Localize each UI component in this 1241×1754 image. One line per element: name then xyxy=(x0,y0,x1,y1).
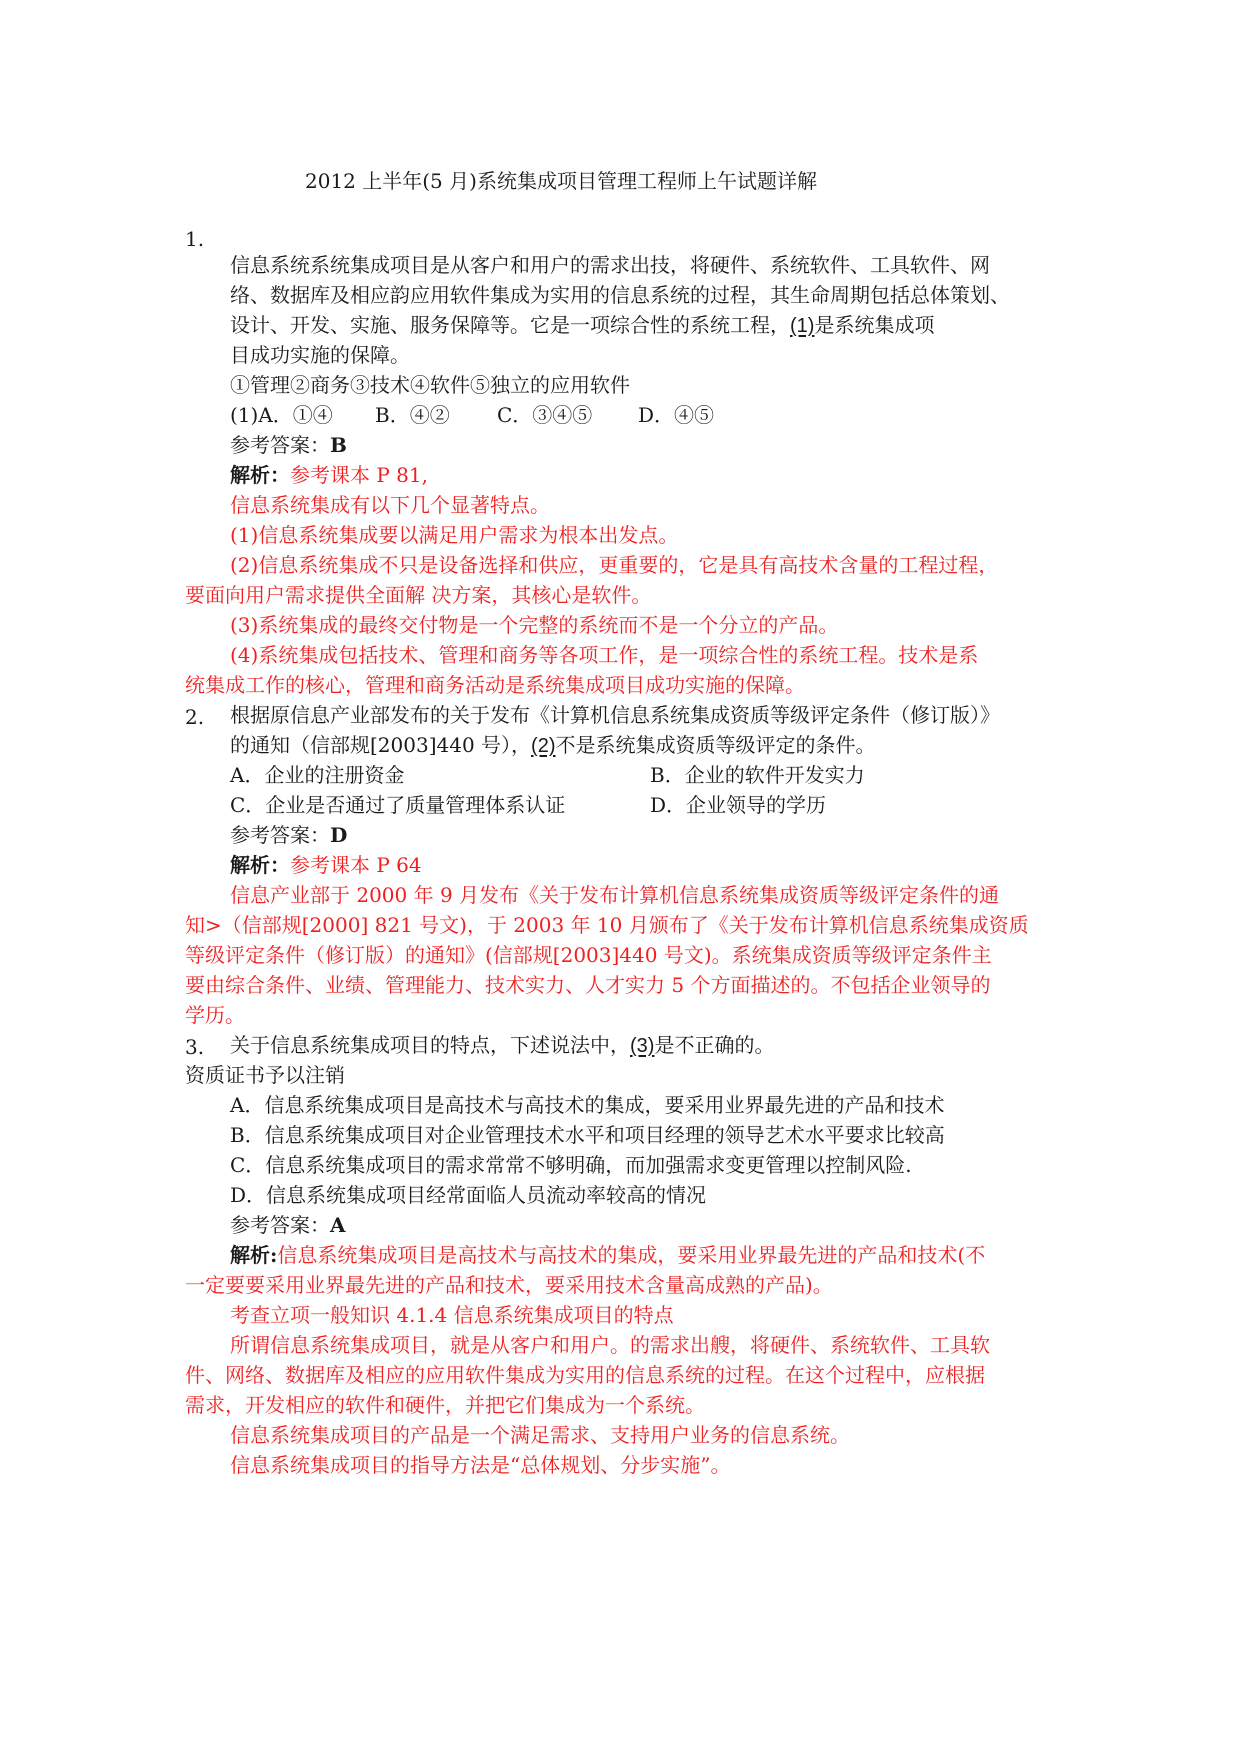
answer-label: 参考答案： xyxy=(230,433,330,457)
analysis-reference: 参考课本 P 81, xyxy=(290,463,428,487)
q2-answer xyxy=(230,820,347,850)
q1-items: ①管理②商务③技术④软件⑤独立的应用软件 xyxy=(230,373,630,397)
q3-blank: (3) xyxy=(630,1035,655,1057)
q2-stem-line-2 xyxy=(230,730,876,760)
q1-option-b: B．④② xyxy=(375,403,450,427)
q3-number: 3. xyxy=(185,1035,205,1059)
analysis-label: 解析： xyxy=(230,853,290,877)
answer-value: D xyxy=(330,823,348,847)
q1-answer xyxy=(230,430,347,460)
q1-analysis-text: 要面向用户需求提供全面解 决方案，其核心是软件。 xyxy=(185,583,652,607)
answer-value: A xyxy=(330,1213,346,1237)
q2-analysis-text: 要由综合条件、业绩、管理能力、技术实力、人才实力 5 个方面描述的。不包括企业领导的 xyxy=(185,973,991,997)
q2-analysis-text: 知>（信部规[2000] 821 号文)，于 2003 年 10 月颁布了《关于发布计算机信息系统集成资质 xyxy=(185,913,1029,937)
q1-analysis-text: (4)系统集成包括技术、管理和商务等各项工作，是一项综合性的系统工程。技术是系 xyxy=(230,643,979,667)
q3-stem-text-post: 是不正确的。 xyxy=(654,1033,775,1057)
analysis-reference: 参考课本 P 64 xyxy=(290,853,422,877)
q1-analysis-text: (2)信息系统集成不只是设备选择和供应，更重要的，它是具有高技术含量的工程过程， xyxy=(230,553,999,577)
q1-analysis-text: (1)信息系统集成要以满足用户需求为根本出发点。 xyxy=(230,523,679,547)
q1-stem-text-post: 是系统集成项 xyxy=(814,313,935,337)
q2-number: 2. xyxy=(185,705,205,729)
q3-stem xyxy=(230,1030,774,1060)
q1-stem-line-4: 目成功实施的保障。 xyxy=(230,343,410,367)
q3-analysis-text: 需求，开发相应的软件和硬件，并把它们集成为一个系统。 xyxy=(185,1393,705,1417)
analysis-text: 信息系统集成项目是高技术与高技术的集成，要采用业界最先进的产品和技术(不 xyxy=(277,1243,986,1267)
answer-label: 参考答案： xyxy=(230,1213,330,1237)
q2-option-a: A．企业的注册资金 xyxy=(230,763,405,787)
q2-blank: (2) xyxy=(531,735,556,757)
q3-analysis-text: 信息系统集成项目的指导方法是“总体规划、分步实施”。 xyxy=(230,1453,731,1477)
q2-analysis-text: 等级评定条件（修订版）的通知》(信部规[2003]440 号文)。系统集成资质等级评定条件主 xyxy=(185,943,992,967)
q3-stray-text: 资质证书予以注销 xyxy=(185,1063,345,1087)
q2-option-b: B．企业的软件开发实力 xyxy=(650,763,865,787)
q3-analysis-text: 件、网络、数据库及相应的应用软件集成为实用的信息系统的过程。在这个过程中，应根据 xyxy=(185,1363,985,1387)
q1-blank: (1) xyxy=(790,315,815,337)
q2-option-d: D．企业领导的学历 xyxy=(650,793,827,817)
answer-label: 参考答案： xyxy=(230,823,330,847)
q3-answer xyxy=(230,1210,346,1240)
q1-analysis-heading xyxy=(230,460,428,490)
q3-analysis-text: 所谓信息系统集成项目，就是从客户和用户。的需求出艘，将硬件、系统软件、工具软 xyxy=(230,1333,990,1357)
q1-analysis-text: 统集成工作的核心，管理和商务活动是系统集成项目成功实施的保障。 xyxy=(185,673,805,697)
q2-stem-text: 的通知（信部规[2003]440 号）， xyxy=(230,733,532,757)
q2-option-c: C．企业是否通过了质量管理体系认证 xyxy=(230,793,566,817)
q1-analysis-text: 信息系统集成有以下几个显著特点。 xyxy=(230,493,550,517)
q1-stem-text: 设计、开发、实施、服务保障等。它是一项综合性的系统工程， xyxy=(230,313,790,337)
q3-analysis-text: 考查立项一般知识 4.1.4 信息系统集成项目的特点 xyxy=(230,1303,674,1327)
q3-option-b: B．信息系统集成项目对企业管理技术水平和项目经理的领导艺术水平要求比较高 xyxy=(230,1123,945,1147)
q1-option-c: C．③④⑤ xyxy=(497,403,593,427)
q1-analysis-text: (3)系统集成的最终交付物是一个完整的系统而不是一个分立的产品。 xyxy=(230,613,839,637)
q3-analysis-line-1 xyxy=(230,1240,985,1270)
answer-value: B xyxy=(330,433,347,457)
q3-analysis-text: 一定要要采用业界最先进的产品和技术，要采用技术含量高成熟的产品)。 xyxy=(185,1273,833,1297)
q2-analysis-text: 信息产业部于 2000 年 9 月发布《关于发布计算机信息系统集成资质等级评定条件的通 xyxy=(230,883,1000,907)
q3-stem-text: 关于信息系统集成项目的特点，下述说法中， xyxy=(230,1033,630,1057)
q2-stem-text-post: 不是系统集成资质等级评定的条件。 xyxy=(555,733,876,757)
q2-analysis-text: 学历。 xyxy=(185,1003,245,1027)
q1-stem-line-1: 信息系统系统集成项目是从客户和用户的需求出技，将硬件、系统软件、工具软件、网 xyxy=(230,253,990,277)
q1-option-d: D．④⑤ xyxy=(638,403,715,427)
q3-analysis-text: 信息系统集成项目的产品是一个满足需求、支持用户业务的信息系统。 xyxy=(230,1423,850,1447)
q2-analysis-heading xyxy=(230,850,422,880)
q3-option-c: C．信息系统集成项目的需求常常不够明确，而加强需求变更管理以控制风险. xyxy=(230,1153,912,1177)
q3-option-d: D．信息系统集成项目经常面临人员流动率较高的情况 xyxy=(230,1183,707,1207)
q1-stem-line-2: 络、数据库及相应韵应用软件集成为实用的信息系统的过程，其生命周期包括总体策划、 xyxy=(230,283,1010,307)
q1-stem-line-3 xyxy=(230,310,934,340)
page-title: 2012 上半年(5 月)系统集成项目管理工程师上午试题详解 xyxy=(305,169,817,193)
analysis-label: 解析： xyxy=(230,463,290,487)
q1-number: 1. xyxy=(185,227,205,251)
q1-option-a: (1)A．①④ xyxy=(230,403,333,427)
analysis-label: 解析: xyxy=(230,1243,278,1267)
q3-option-a: A．信息系统集成项目是高技术与高技术的集成，要采用业界最先进的产品和技术 xyxy=(230,1093,945,1117)
q2-stem-line-1: 根据原信息产业部发布的关于发布《计算机信息系统集成资质等级评定条件（修订版）》 xyxy=(230,703,1000,727)
